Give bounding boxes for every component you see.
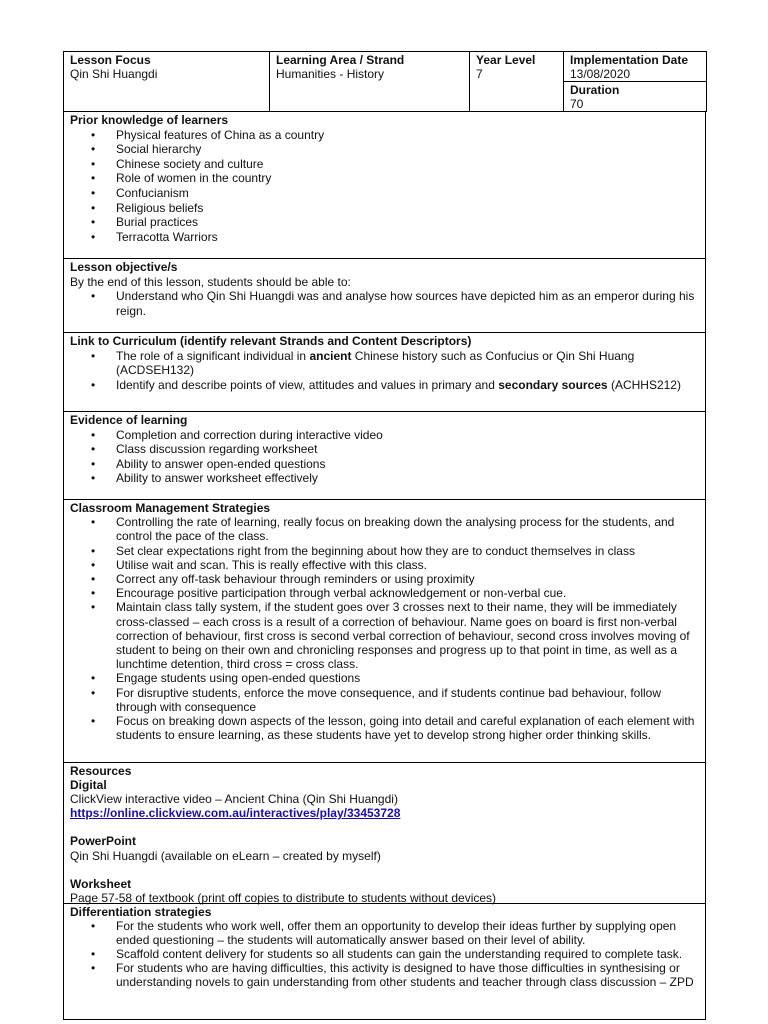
evidence-section xyxy=(63,412,706,500)
digital-text: ClickView interactive video – Ancient China (Qin Shi Huangdi) xyxy=(70,792,398,807)
implementation-date-value: 13/08/2020 xyxy=(570,67,631,81)
list-item: • Controlling the rate of learning, really focus on breaking down the analysing process for the students, and control the pace of the class. xyxy=(70,515,699,543)
implementation-date-cell xyxy=(564,52,707,82)
curriculum-text: The role of a significant individual in xyxy=(116,348,310,363)
list-item: • Religious beliefs xyxy=(70,201,699,216)
curriculum-list xyxy=(70,349,699,393)
year-level-value: 7 xyxy=(476,67,483,81)
list-item: • Utilise wait and scan. This is really effective with this class. xyxy=(70,558,699,572)
prior-knowledge-section xyxy=(63,112,706,259)
curriculum-text: Chinese history such as Confucius or Qin Shi Huang (ACDSEH132) xyxy=(116,348,635,378)
list-item: • Maintain class tally system, if the student goes over 3 crosses next to their name, they will be immediately cross-classed – each cross is a result of a correction of behaviour. Name goes on board is first non-verbal correction of behaviour, first cross is second verbal correction of behaviour, second cross involves moving of student to being on their own and chronicling responses and progress up to that point in time, as well as a lunchtime detention, third cross = cross class. xyxy=(70,600,699,671)
digital-label: Digital xyxy=(70,778,107,793)
differentiation-heading: Differentiation strategies xyxy=(70,905,212,919)
management-heading: Classroom Management Strategies xyxy=(70,501,271,515)
list-item: • Ability to answer worksheet effectively xyxy=(70,471,699,486)
lesson-header-table xyxy=(63,51,707,112)
list-item: • Understand who Qin Shi Huangdi was and analyse how sources have depicted him as an emperor during his reign. xyxy=(70,289,699,318)
duration-value: 70 xyxy=(570,97,584,111)
worksheet-text: Page 57-58 of textbook (print off copies to distribute to students without devices) xyxy=(70,890,497,905)
objectives-heading: Lesson objective/s xyxy=(70,260,178,274)
curriculum-text: (ACHHS212) xyxy=(607,377,681,392)
list-item: • Physical features of China as a country xyxy=(70,128,699,143)
list-item: • Completion and correction during interactive video xyxy=(70,428,699,443)
list-item: • Correct any off-task behaviour through reminders or using proximity xyxy=(70,572,699,586)
curriculum-text: Identify and describe points of view, attitudes and values in primary and xyxy=(116,377,499,392)
objectives-section xyxy=(63,259,706,333)
objectives-list xyxy=(70,289,699,318)
management-list xyxy=(70,515,699,742)
list-item: • Engage students using open-ended questions xyxy=(70,671,699,685)
list-item: • Confucianism xyxy=(70,186,699,201)
management-section xyxy=(63,500,706,763)
resources-section xyxy=(63,763,706,904)
list-item: • For students who are having difficulties, this activity is designed to have those difficulties in synthesising or understanding novels to gain understanding from other students and teacher through class discussion – ZPD xyxy=(70,961,699,989)
curriculum-keyword: secondary sources xyxy=(498,377,608,392)
list-item: • Burial practices xyxy=(70,215,699,230)
curriculum-section xyxy=(63,333,706,412)
learning-area-value: Humanities - History xyxy=(276,67,385,81)
evidence-list xyxy=(70,428,699,486)
lesson-focus-label: Lesson Focus xyxy=(70,53,151,67)
objectives-intro: By the end of this lesson, students should be able to: xyxy=(70,274,351,289)
learning-area-cell xyxy=(270,52,470,112)
worksheet-label: Worksheet xyxy=(70,876,132,891)
learning-area-label: Learning Area / Strand xyxy=(276,53,405,67)
list-item: • Ability to answer open-ended questions xyxy=(70,457,699,472)
resources-heading: Resources xyxy=(70,764,132,778)
clickview-link[interactable]: https://online.clickview.com.au/interactives/play/33453728 xyxy=(70,806,401,821)
list-item xyxy=(70,378,699,393)
list-item: • Social hierarchy xyxy=(70,142,699,157)
powerpoint-label: PowerPoint xyxy=(70,834,137,849)
duration-cell xyxy=(564,82,707,112)
list-item: • Set clear expectations right from the beginning about how they are to conduct themselves in class xyxy=(70,544,699,558)
lesson-plan-document xyxy=(63,51,706,1020)
list-item: • Terracotta Warriors xyxy=(70,230,699,245)
list-item xyxy=(70,349,699,378)
list-item: • Encourage positive participation through verbal acknowledgement or non-verbal cue. xyxy=(70,586,699,600)
lesson-focus-value: Qin Shi Huangdi xyxy=(70,67,158,81)
list-item: • Chinese society and culture xyxy=(70,157,699,172)
prior-knowledge-heading: Prior knowledge of learners xyxy=(70,113,229,127)
year-level-label: Year Level xyxy=(476,53,536,67)
list-item: • For disruptive students, enforce the move consequence, and if students continue bad behaviour, follow through with consequence xyxy=(70,686,699,714)
curriculum-keyword: ancient xyxy=(309,348,352,363)
list-item: • Scaffold content delivery for students so all students can gain the understanding required to complete task. xyxy=(70,947,699,961)
evidence-heading: Evidence of learning xyxy=(70,413,188,427)
list-item: • Focus on breaking down aspects of the lesson, going into detail and careful explanation of each element with students to ensure learning, as these students have yet to develop strong higher order thinking skills. xyxy=(70,714,699,742)
differentiation-list xyxy=(70,919,699,989)
year-level-cell xyxy=(470,52,564,112)
list-item: • Class discussion regarding worksheet xyxy=(70,442,699,457)
duration-label: Duration xyxy=(570,83,620,97)
prior-knowledge-list xyxy=(70,128,699,245)
lesson-focus-cell xyxy=(64,52,270,112)
implementation-date-label: Implementation Date xyxy=(570,53,689,67)
differentiation-section xyxy=(63,904,706,1020)
curriculum-heading: Link to Curriculum (identify relevant Strands and Content Descriptors) xyxy=(70,334,472,348)
powerpoint-text: Qin Shi Huangdi (available on eLearn – created by myself) xyxy=(70,848,381,863)
list-item: • For the students who work well, offer them an opportunity to develop their ideas further by supplying open ended questioning – the students will automatically answer based on their level of ability. xyxy=(70,919,699,947)
list-item: • Role of women in the country xyxy=(70,171,699,186)
